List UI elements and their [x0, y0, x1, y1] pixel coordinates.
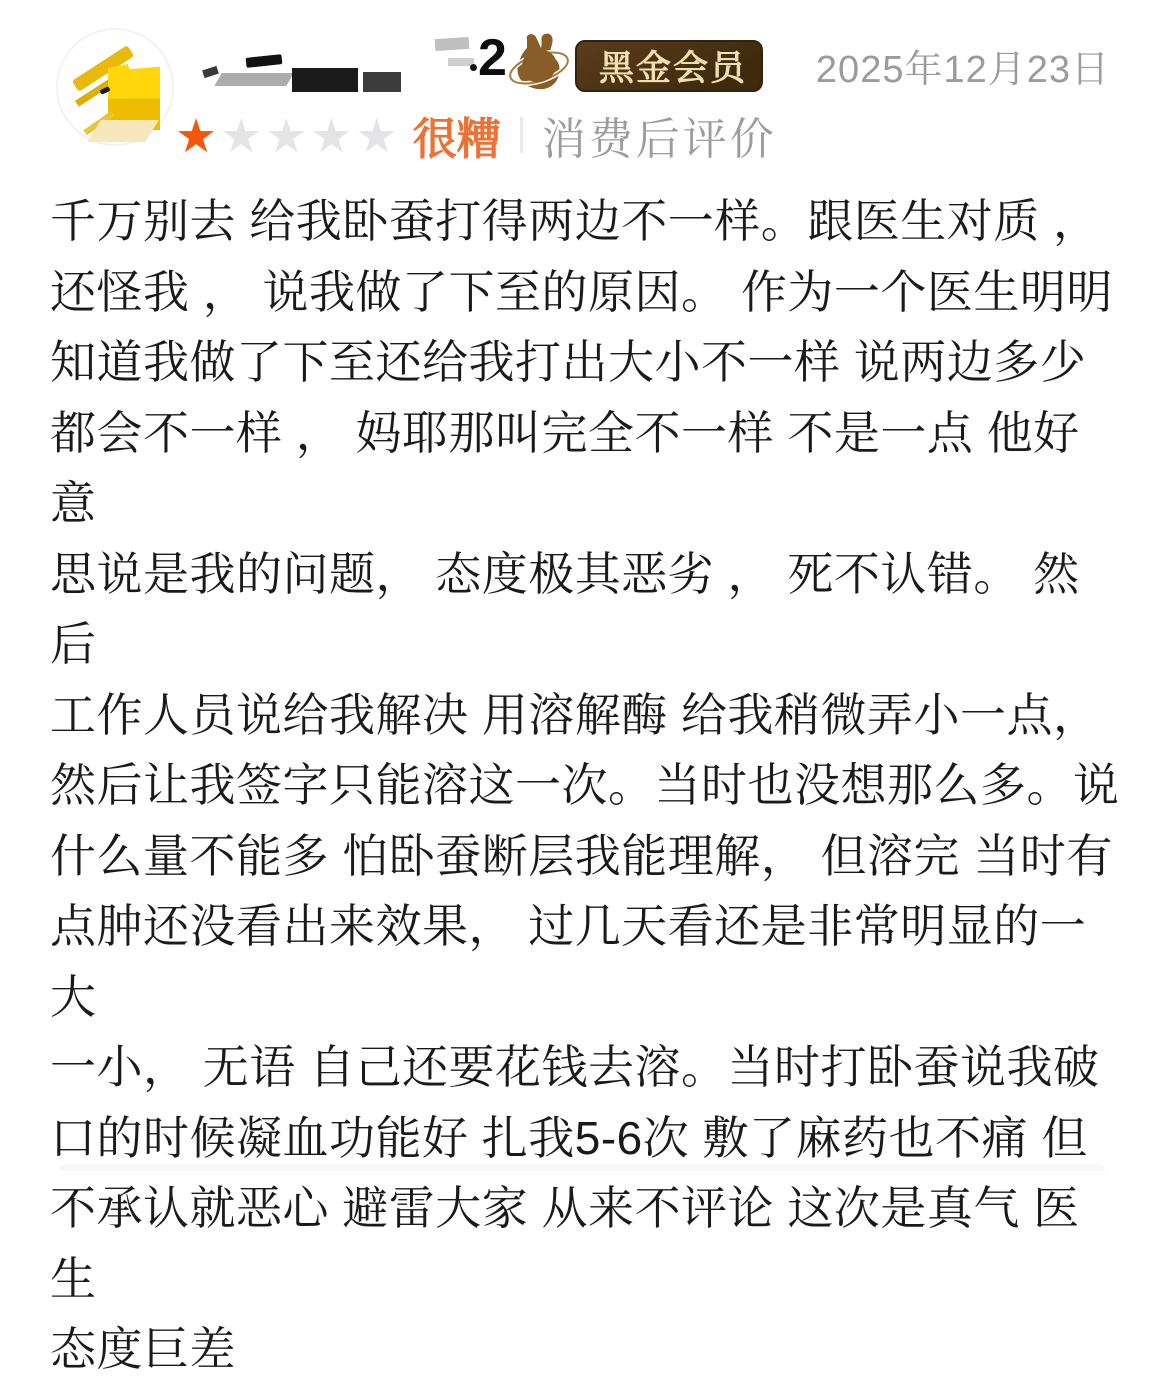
review-text-line: 不承认就恶心 避雷大家 从来不评论 这次是真气 医生 [50, 1182, 1080, 1305]
rating-context-label: 消费后评价 [541, 115, 777, 164]
star-icon: ★ [220, 108, 263, 162]
review-date: 2025年12月23日 [815, 49, 1110, 91]
star-icon: ★ [355, 108, 398, 162]
user-row [172, 30, 1110, 102]
username-redacted[interactable] [172, 29, 507, 102]
username-visible-suffix: 2 [478, 29, 507, 87]
review-header [172, 30, 1110, 170]
review-text-line: 点肿还没看出来效果， 过几天看还是非常明显的一大 [50, 900, 1087, 1023]
membership-badge[interactable] [505, 30, 763, 103]
review-text-line: 工作人员说给我解决 用溶解酶 给我稍微弄小一点， [50, 688, 1100, 741]
rating-label: 很糟 [412, 115, 501, 164]
review-text-line: 什么量不能多 怕卧蚕断层我能理解， 但溶完 当时有 [50, 829, 1113, 882]
review-text-line: 都会不一样 ， 妈耶那叫完全不一样 不是一点 他好意 [50, 406, 1080, 529]
redaction-mark [435, 37, 470, 51]
review-text [50, 186, 1122, 1385]
redaction-mark [202, 66, 219, 78]
review-text-line: 口的时候凝血功能好 扎我5-6次 敷了麻药也不痛 但 [50, 1111, 1088, 1164]
review-text-line: 思说是我的问题， 态度极其恶劣 ， 死不认错。 然后 [50, 547, 1080, 670]
star-icon: ★ [175, 108, 218, 162]
review-text-line: 千万别去 给我卧蚕打得两边不一样。跟医生对质 ， [50, 195, 1100, 247]
review-text-line: 知道我做了下至还给我打出大小不一样 说两边多少 [50, 336, 1087, 388]
redaction-mark [214, 73, 294, 86]
review-text-line: 一小， 无语 自己还要花钱去溶。当时打卧蚕说我破 [50, 1041, 1100, 1093]
rating-row [175, 104, 777, 166]
review-text-line: 态度巨差 [50, 1323, 236, 1375]
review-text-line: 还怪我 ， 说我做了下至的原因。 作为一个医生明明 [50, 265, 1113, 318]
star-icon: ★ [310, 108, 353, 162]
star-icon: ★ [265, 108, 308, 162]
redaction-mark [246, 54, 283, 68]
redaction-mark [292, 68, 358, 92]
membership-badge-label: 黑金会员 [575, 40, 763, 92]
avatar[interactable] [56, 28, 174, 146]
rabbit-mascot-icon [505, 32, 591, 103]
avatar-scribble [87, 120, 159, 142]
redaction-mark [470, 64, 477, 71]
review-text-line: 然后让我签字只能溶这一次。当时也没想那么多。说 [50, 759, 1120, 811]
redaction-mark [363, 72, 401, 92]
star-rating [175, 108, 401, 162]
vertical-divider [520, 117, 523, 153]
next-card-edge [60, 1164, 1105, 1171]
